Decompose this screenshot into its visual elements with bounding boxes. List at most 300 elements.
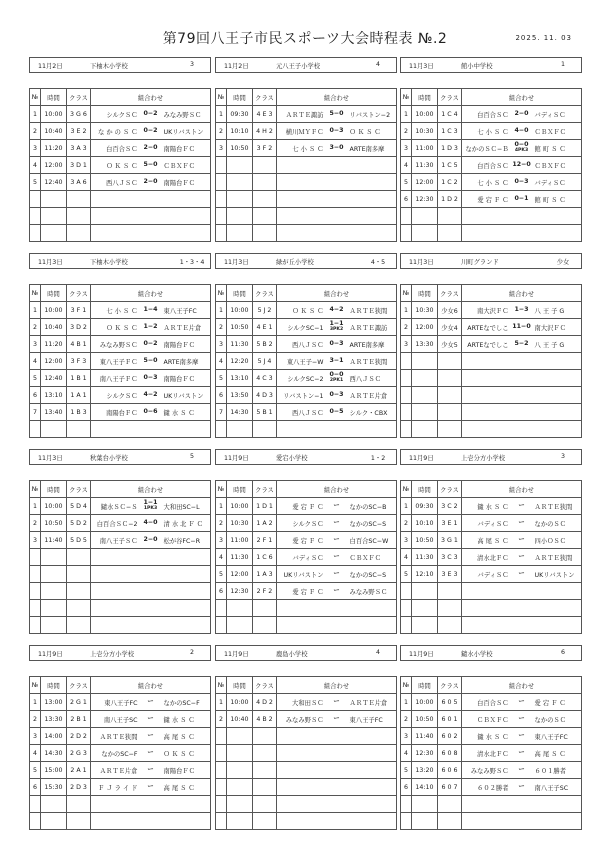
match-no: 5	[401, 566, 412, 583]
match-pairing	[91, 208, 211, 225]
match-time	[41, 796, 67, 813]
match-class	[67, 191, 91, 208]
match-row	[30, 387, 211, 404]
match-class	[67, 813, 91, 830]
match-time: 12:00	[412, 174, 438, 191]
match-no	[30, 225, 41, 242]
block-venue: 鑓水小学校	[461, 650, 493, 658]
match-time: 10:40	[41, 123, 67, 140]
match-time: 10:10	[227, 123, 253, 140]
match-score: 0−5	[329, 408, 344, 415]
match-no: 4	[30, 157, 41, 174]
col-header-match: 組合わせ	[277, 481, 397, 498]
match-pairing	[91, 600, 211, 617]
match-row	[30, 566, 211, 583]
match-row	[401, 421, 582, 438]
col-header-match: 組合わせ	[277, 677, 397, 694]
match-pairing	[277, 191, 397, 208]
match-no: 2	[216, 123, 227, 140]
match-time	[227, 745, 253, 762]
match-time	[227, 157, 253, 174]
match-pairing	[277, 353, 397, 370]
col-header-class: クラス	[67, 285, 91, 302]
block-header	[216, 58, 397, 73]
block-venue: 緑が丘小学校	[276, 258, 314, 266]
match-pairing	[277, 421, 397, 438]
match-time: 10:00	[41, 498, 67, 515]
match-time: 12:30	[227, 583, 253, 600]
match-pairing	[462, 174, 582, 191]
block-header	[216, 254, 397, 269]
match-score: 1−4	[143, 306, 158, 313]
match-class	[67, 225, 91, 242]
match-no: 4	[30, 745, 41, 762]
match-row	[30, 728, 211, 745]
block-spacer	[401, 661, 582, 677]
match-time: 12:00	[412, 319, 438, 336]
team-home: 横川ＭＹＦＣ	[285, 128, 324, 136]
match-class	[253, 813, 277, 830]
match-score-cell	[325, 341, 349, 347]
match-pairing	[91, 387, 211, 404]
match-row	[401, 140, 582, 157]
match-score: ー	[147, 732, 154, 739]
match-pairing	[462, 302, 582, 319]
block-spacer	[30, 465, 211, 481]
col-header-time: 時間	[41, 89, 67, 106]
block-spacer	[216, 661, 397, 677]
match-pairing	[462, 336, 582, 353]
block-date: 11月3日	[38, 258, 63, 266]
match-pairing	[462, 745, 582, 762]
match-no: 3	[401, 728, 412, 745]
match-time: 11:40	[412, 728, 438, 745]
team-home: 七 小 Ｓ Ｃ	[292, 145, 324, 153]
schedule-table	[400, 253, 582, 438]
match-row	[401, 404, 582, 421]
match-score: 5−0	[143, 161, 158, 168]
team-away: 高 尾 Ｓ Ｃ	[534, 750, 566, 758]
match-class: 5 D 5	[67, 532, 91, 549]
match-score-cell	[325, 520, 349, 526]
match-no: 5	[216, 370, 227, 387]
team-away: UKリバストン	[163, 392, 204, 400]
match-row	[216, 796, 397, 813]
match-class: 4 E 1	[253, 319, 277, 336]
team-home: 鑓水ＳＣ−Ｓ	[100, 503, 138, 511]
match-score: 0−3	[329, 127, 344, 134]
block-spacer	[401, 73, 582, 89]
team-away: UKリバストン	[163, 128, 204, 136]
match-row	[216, 336, 397, 353]
match-class: 2 F 1	[253, 532, 277, 549]
match-pairing	[462, 106, 582, 123]
match-no: 2	[401, 319, 412, 336]
schedule-block	[215, 253, 397, 438]
team-home: シルクSC−1	[287, 324, 324, 332]
match-row	[30, 796, 211, 813]
match-class: 5 D 4	[67, 498, 91, 515]
match-time: 13:20	[412, 762, 438, 779]
match-row	[30, 174, 211, 191]
match-time: 12:10	[412, 566, 438, 583]
team-home: 高 尾 Ｓ Ｃ	[477, 537, 509, 545]
match-row	[401, 813, 582, 830]
match-row	[401, 549, 582, 566]
match-time: 11:30	[227, 336, 253, 353]
match-class	[253, 191, 277, 208]
match-row	[30, 745, 211, 762]
match-no: 1	[401, 302, 412, 319]
match-row	[216, 421, 397, 438]
team-home: 大和田ＳＣ	[292, 699, 324, 707]
match-score: 1−2	[143, 323, 158, 330]
match-no	[30, 191, 41, 208]
match-time	[41, 421, 67, 438]
match-pairing	[277, 600, 397, 617]
block-venue: 元八王子小学校	[276, 62, 321, 70]
match-score: ー	[333, 502, 340, 509]
match-row	[401, 208, 582, 225]
match-score-cell	[510, 716, 534, 722]
match-time	[41, 191, 67, 208]
match-no	[401, 796, 412, 813]
match-row	[216, 157, 397, 174]
match-time	[412, 404, 438, 421]
match-pairing	[91, 728, 211, 745]
schedule-block	[215, 57, 397, 242]
match-class	[67, 549, 91, 566]
block-header	[216, 646, 397, 661]
schedule-block	[215, 449, 397, 634]
team-home: みなみ野ＳＣ	[99, 341, 138, 349]
match-row	[401, 123, 582, 140]
team-home: シルクSC−2	[287, 375, 324, 383]
match-no: 6	[401, 779, 412, 796]
match-time: 12:40	[41, 174, 67, 191]
team-home: ＣＢＸＦＣ	[477, 716, 509, 724]
match-pairing	[91, 711, 211, 728]
match-row	[30, 532, 211, 549]
team-away: ARTE南多摩	[349, 145, 385, 153]
match-pairing	[462, 796, 582, 813]
schedule-block	[215, 645, 397, 830]
match-no	[30, 600, 41, 617]
match-pairing	[462, 617, 582, 634]
team-home: ６０２勝者	[477, 784, 509, 792]
team-away: 高 尾 Ｓ Ｃ	[163, 733, 195, 741]
match-time: 13:00	[41, 694, 67, 711]
match-score-cell	[510, 554, 534, 560]
match-class: 4 B 2	[253, 711, 277, 728]
match-class	[438, 421, 462, 438]
match-score-cell	[325, 111, 349, 117]
match-row	[401, 387, 582, 404]
match-no	[216, 600, 227, 617]
match-row	[401, 796, 582, 813]
match-row	[216, 387, 397, 404]
match-pairing	[462, 694, 582, 711]
col-header-no: №	[30, 677, 41, 694]
match-pairing	[462, 404, 582, 421]
match-pairing	[277, 711, 397, 728]
match-score-cell	[510, 142, 534, 154]
team-home: 南陽台ＦＣ	[106, 409, 138, 417]
team-home: 南八王子ＦＣ	[99, 375, 138, 383]
match-pairing	[462, 140, 582, 157]
match-score-cell	[139, 392, 163, 398]
match-time	[227, 813, 253, 830]
match-time: 10:30	[412, 302, 438, 319]
match-no: 4	[216, 549, 227, 566]
team-away: 愛 宕 Ｆ Ｃ	[534, 699, 566, 707]
match-time: 12:40	[41, 370, 67, 387]
team-home: 白百合ＳＣ−2	[96, 520, 138, 528]
match-score-cell	[325, 307, 349, 313]
match-row	[401, 600, 582, 617]
team-home: 清水北ＦＣ	[477, 750, 509, 758]
block-venue: 川町グランド	[461, 258, 499, 266]
match-pairing	[462, 225, 582, 242]
match-no	[30, 421, 41, 438]
team-home: バディＳＣ	[477, 520, 509, 528]
team-away: ＡＲＴＥ狭間	[534, 554, 573, 562]
match-class	[67, 208, 91, 225]
match-row	[401, 728, 582, 745]
schedule-table	[215, 449, 397, 634]
block-spacer	[30, 661, 211, 677]
match-class	[67, 421, 91, 438]
match-class: 2 B 1	[67, 711, 91, 728]
match-pairing	[277, 694, 397, 711]
match-class	[253, 745, 277, 762]
team-away: 八 王 子 G	[534, 307, 565, 315]
match-pairing	[91, 404, 211, 421]
col-header-match: 組合わせ	[462, 285, 582, 302]
match-row	[30, 813, 211, 830]
match-pairing	[91, 796, 211, 813]
match-time	[412, 353, 438, 370]
col-header-no: №	[216, 285, 227, 302]
block-category: 4・5	[370, 258, 386, 266]
match-time: 10:00	[41, 106, 67, 123]
match-no: 5	[30, 370, 41, 387]
match-row	[216, 106, 397, 123]
team-home: 鑓 水 Ｓ Ｃ	[477, 733, 509, 741]
team-away: みなみ野ＳＣ	[349, 588, 388, 596]
team-away: ＡＲＴＥ狭間	[534, 503, 573, 511]
page-title: 第79回八王子市民スポーツ大会時程表 №.2	[162, 31, 448, 47]
match-class	[67, 617, 91, 634]
match-time	[412, 225, 438, 242]
match-time: 10:30	[227, 515, 253, 532]
team-away: 白百合SC−W	[349, 537, 389, 545]
match-no: 1	[216, 498, 227, 515]
match-score: 0−2	[143, 127, 158, 134]
match-pairing	[91, 174, 211, 191]
match-row	[401, 515, 582, 532]
match-time	[227, 779, 253, 796]
match-no: 3	[30, 728, 41, 745]
match-score-cell	[510, 111, 534, 117]
match-class: 2 A 1	[67, 762, 91, 779]
schedule-table	[215, 253, 397, 438]
match-class: 1 C 4	[438, 106, 462, 123]
match-class: 3 F 2	[253, 140, 277, 157]
team-away: ＣＢＸＦＣ	[163, 162, 195, 170]
match-time	[41, 617, 67, 634]
match-pairing	[91, 123, 211, 140]
team-away: 館 町 Ｓ Ｃ	[534, 145, 566, 153]
match-pairing	[462, 600, 582, 617]
schedule-table	[400, 57, 582, 242]
team-home: リバストン−1	[282, 392, 324, 400]
match-row	[30, 762, 211, 779]
match-pairing	[462, 353, 582, 370]
match-score-cell	[139, 111, 163, 117]
match-class: 6 0 1	[438, 711, 462, 728]
match-score-cell	[139, 716, 163, 722]
match-time: 13:40	[41, 404, 67, 421]
match-no	[30, 566, 41, 583]
match-class	[253, 728, 277, 745]
match-no: 1	[401, 694, 412, 711]
team-home: な か の Ｓ Ｃ	[98, 128, 138, 136]
match-row	[216, 515, 397, 532]
schedule-table	[29, 449, 211, 634]
match-class: 6 0 5	[438, 694, 462, 711]
match-no: 6	[216, 583, 227, 600]
match-row	[30, 711, 211, 728]
schedule-table	[29, 645, 211, 830]
match-pairing	[91, 225, 211, 242]
block-category: 少女	[556, 258, 570, 266]
team-away: なかのＳＣ	[534, 520, 566, 528]
team-home: ＡＲＴＥ諏訪	[285, 111, 324, 119]
match-row	[30, 515, 211, 532]
match-pairing	[462, 583, 582, 600]
schedule-block	[29, 449, 211, 634]
block-date: 11月9日	[409, 454, 434, 462]
match-row	[216, 617, 397, 634]
match-pairing	[277, 225, 397, 242]
match-row	[30, 353, 211, 370]
match-row	[401, 370, 582, 387]
match-row	[401, 762, 582, 779]
match-row	[401, 319, 582, 336]
match-row	[401, 532, 582, 549]
match-score: ー	[518, 783, 525, 790]
match-no: 4	[216, 353, 227, 370]
match-no: 5	[401, 762, 412, 779]
match-score: ー	[333, 587, 340, 594]
col-header-match: 組合わせ	[462, 677, 582, 694]
match-score: ー	[147, 766, 154, 773]
match-pairing	[91, 779, 211, 796]
match-score-cell	[325, 699, 349, 705]
block-category: 4	[376, 60, 381, 68]
match-score-cell	[325, 503, 349, 509]
team-away: 東八王子FC	[349, 716, 383, 724]
match-class	[253, 157, 277, 174]
match-score: 5−0	[329, 110, 344, 117]
team-away: 松が谷FC−R	[163, 537, 201, 545]
match-row	[216, 549, 397, 566]
team-home: 愛 宕 Ｆ Ｃ	[477, 196, 509, 204]
match-time: 11:20	[41, 140, 67, 157]
match-no: 3	[216, 140, 227, 157]
match-score: 1−1	[329, 320, 344, 327]
match-no: 1	[216, 694, 227, 711]
match-pairing	[277, 370, 397, 387]
match-class: 2 G 3	[67, 745, 91, 762]
match-row	[30, 208, 211, 225]
match-score: ー	[333, 553, 340, 560]
match-time: 13:30	[41, 711, 67, 728]
col-header-no: №	[216, 481, 227, 498]
match-time	[227, 208, 253, 225]
match-score-cell	[139, 537, 163, 543]
match-no: 2	[30, 515, 41, 532]
schedule-table	[400, 645, 582, 830]
match-no	[216, 421, 227, 438]
pk-result: 4PK3	[514, 148, 529, 153]
match-class: 1 A 1	[67, 387, 91, 404]
col-header-class: クラス	[438, 677, 462, 694]
match-no	[401, 208, 412, 225]
match-row	[401, 302, 582, 319]
match-time: 10:00	[227, 498, 253, 515]
block-category: 1	[561, 60, 566, 68]
match-row	[401, 336, 582, 353]
col-header-no: №	[401, 285, 412, 302]
team-home: ＡＲＴＥ狭間	[99, 733, 138, 741]
match-class: 4 H 2	[253, 123, 277, 140]
match-pairing	[277, 779, 397, 796]
match-class: 3 A 3	[67, 140, 91, 157]
block-header	[401, 646, 582, 661]
match-time	[412, 208, 438, 225]
col-header-time: 時間	[412, 677, 438, 694]
team-home: 西八ＪＳＣ	[292, 341, 324, 349]
team-home: みなみ野ＳＣ	[470, 767, 509, 775]
match-time: 09:30	[227, 106, 253, 123]
match-time	[41, 813, 67, 830]
match-score-cell	[139, 162, 163, 168]
match-no: 1	[30, 694, 41, 711]
schedule-block	[29, 57, 211, 242]
match-score: 1−1	[143, 499, 158, 506]
match-class: 1 C 2	[438, 174, 462, 191]
match-row	[216, 123, 397, 140]
match-time: 10:00	[412, 106, 438, 123]
match-class: 2 D 3	[67, 779, 91, 796]
match-no	[401, 583, 412, 600]
team-home: 清水北ＦＣ	[477, 554, 509, 562]
pk-result: 2PK1	[329, 378, 344, 383]
match-time: 10:50	[412, 532, 438, 549]
match-class	[438, 208, 462, 225]
block-date: 11月3日	[409, 258, 434, 266]
match-score: ー	[518, 553, 525, 560]
match-pairing	[277, 796, 397, 813]
col-header-time: 時間	[227, 89, 253, 106]
match-class	[253, 779, 277, 796]
match-pairing	[277, 549, 397, 566]
match-class: 3 F 1	[67, 302, 91, 319]
team-home: 愛 宕 Ｆ Ｃ	[292, 537, 324, 545]
match-score: ー	[518, 732, 525, 739]
